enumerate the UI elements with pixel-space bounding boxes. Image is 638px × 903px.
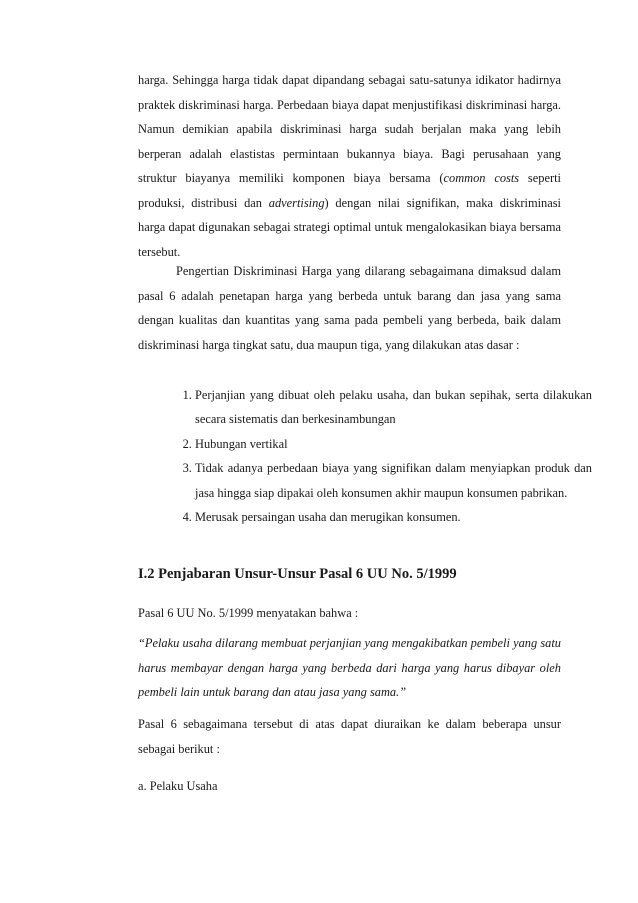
term-advertising: advertising bbox=[268, 195, 325, 210]
paragraph1-text-a: harga. Sehingga harga tidak dapat dipandang sebagai satu-satunya idikator hadirnya praktek diskriminasi harga. Perbedaan biaya dapat menjustifikasi diskriminasi harga. Namun demikian apabila diskriminasi harga sudah berjalan maka yang lebih berperan adalah elastistas permintaan bukannya biaya. Bagi perusahaan yang struktur biayanya memiliki komponen biaya bersama ( bbox=[138, 73, 561, 185]
section-heading: I.2 Penjabaran Unsur-Unsur Pasal 6 UU No. 5/1999 bbox=[138, 566, 457, 582]
list-item: 2. Hubungan vertikal bbox=[195, 432, 592, 456]
paragraph1-text-c: ) dengan nilai signifikan, maka diskriminasi harga dapat digunakan sebagai strategi optimal untuk mengalokasikan biaya bersama tersebut. bbox=[138, 195, 561, 259]
article-quote: “Pelaku usaha dilarang membuat perjanjian yang mengakibatkan pembeli yang satu harus membayar dengan harga yang berbeda dari harga yang harus dibayar oleh pembeli lain untuk barang dan atau jasa yang sama.” bbox=[138, 636, 561, 699]
paragraph-elements-intro: Pasal 6 sebagaimana tersebut di atas dapat diuraikan ke dalam beberapa unsur sebagai berikut : bbox=[138, 717, 561, 756]
paragraph-article-intro: Pasal 6 UU No. 5/1999 menyatakan bahwa : bbox=[138, 606, 359, 620]
paragraph-definition: Pengertian Diskriminasi Harga yang dilarang sebagaimana dimaksud dalam pasal 6 adalah penetapan harga yang berbeda untuk barang dan jasa yang sama dengan kualitas dan kuantitas yang sama pada pembeli yang berbeda, baik dalam diskriminasi harga tingkat satu, dua maupun tiga, yang dilakukan atas dasar : bbox=[138, 264, 561, 352]
paragraph-price-discrimination-cost bbox=[138, 68, 561, 264]
subheading-pelaku-usaha: a. Pelaku Usaha bbox=[138, 779, 218, 793]
term-common-costs: common costs bbox=[443, 171, 520, 185]
list-item: 4. Merusak persaingan usaha dan merugikan konsumen. bbox=[195, 505, 592, 529]
criteria-list bbox=[164, 383, 592, 529]
list-item: 3. Tidak adanya perbedaan biaya yang signifikan dalam menyiapkan produk dan jasa hingga siap dipakai oleh konsumen akhir maupun konsumen pabrikan. bbox=[195, 456, 592, 505]
list-item: 1. Perjanjian yang dibuat oleh pelaku usaha, dan bukan sepihak, serta dilakukan secara sistematis dan berkesinambungan bbox=[195, 383, 592, 432]
paragraph1-text-b: seperti produksi, distribusi dan bbox=[138, 171, 561, 210]
